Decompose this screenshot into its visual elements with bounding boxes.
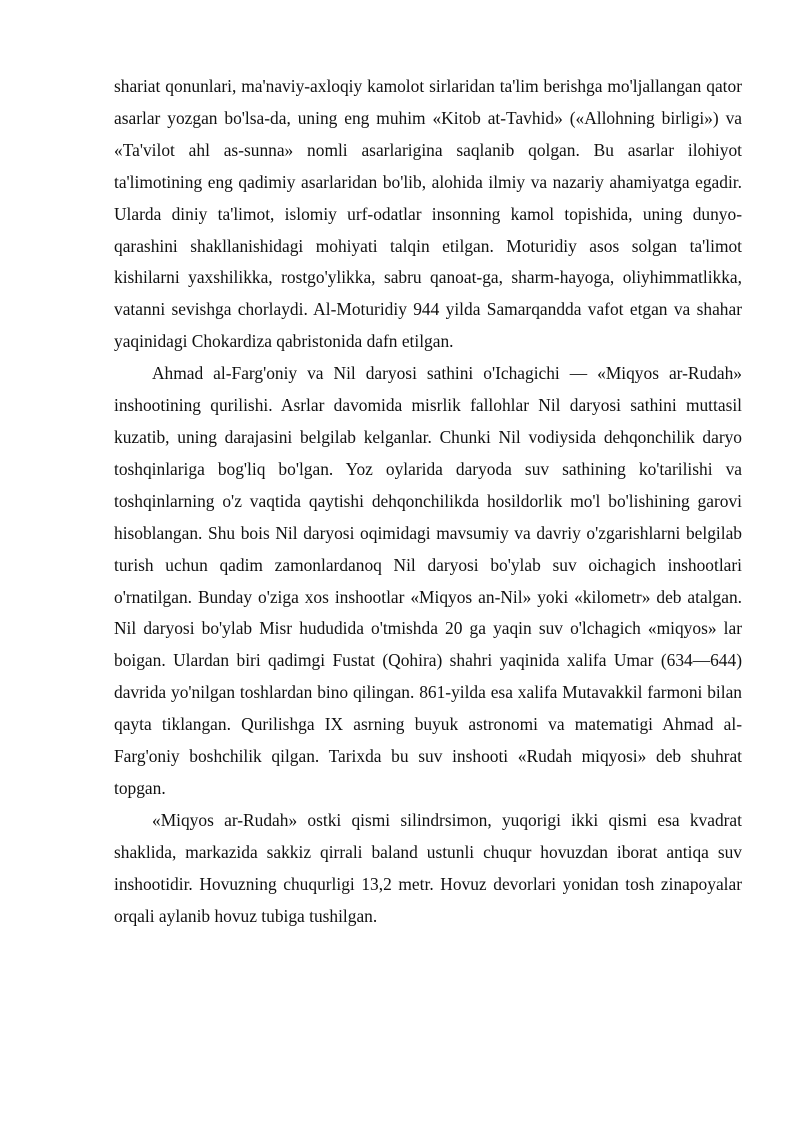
paragraph-miqyos-construction: Ahmad al-Farg'oniy va Nil daryosi sathini o'Ichagichi — «Miqyos ar-Rudah» inshootining qurilishi. Asrlar davomida misrlik fallohlar Nil daryosi sathini muttasil kuzatib, uning darajasini belgilab kelganlar. Chunki Nil vodiysida dehqonchilik daryo toshqinlariga bog'liq bo'lgan. Yoz oylarida daryoda suv sathining ko'tarilishi va toshqinlarning o'z vaqtida qaytishi dehqonchilikda hosildorlik mo'l bo'lishining garovi hisoblangan. Shu bois Nil daryosi oqimidagi mavsumiy va davriy o'zgarishlarni belgilab turish uchun qadim zamonlardanoq Nil daryosi bo'ylab suv oichagich inshootlari o'rnatilgan. Bunday o'ziga xos inshootlar «Miqyos an-Nil» yoki «kilometr» deb atalgan. Nil daryosi bo'ylab Misr hududida o'tmishda 20 ga yaqin suv o'lchagich «miqyos» lar boigan. Ulardan biri qadimgi Fustat (Qohira) shahri yaqinida xalifa Umar (634—644) davrida yo'nilgan toshlardan bino qilingan. 861-yilda esa xalifa Mutavakkil farmoni bilan qayta tiklangan. Qurilishga IX asrning buyuk astronomi va matematigi Ahmad al-Farg'oniy boshchilik qilgan. Tarixda bu suv inshooti «Rudah miqyosi» deb shuhrat topgan. — [114, 363, 742, 798]
paragraph-miqyos-structure: «Miqyos ar-Rudah» ostki qismi silindrsimon, yuqorigi ikki qismi esa kvadrat shaklida, markazida sakkiz qirrali baland ustunli chuqur hovuzdan iborat antiqa suv inshootidir. Hovuzning chuqurligi 13,2 metr. Hovuz devorlari yonidan tosh zinapoyalar orqali aylanib hovuz tubiga tushilgan. — [114, 809, 742, 926]
document-page — [114, 71, 742, 932]
paragraph-moturidiy-works: shariat qonunlari, ma'naviy-axloqiy kamolot sirlaridan ta'lim berishga mo'ljallangan qator asarlar yozgan bo'lsa-da, uning eng muhim «Kitob at-Tavhid» («Allohning birligi») va «Ta'vilot ahl as-sunna» nomli asarlarigina saqlanib qolgan. Bu asarlar ilohiyot ta'limotining eng qadimiy asarlaridan bo'lib, alohida ilmiy va nazariy ahamiyatga egadir. Ularda diniy ta'limot, islomiy urf-odatlar insonning kamol topishida, uning dunyo-qarashini shakllanishidagi mohiyati talqin etilgan. Moturidiy asos solgan ta'limot kishilarni yaxshilikka, rostgo'ylikka, sabru qanoat-ga, sharm-hayoga, oliyhimmatlikka, vatanni sevishga chorlaydi. Al-Moturidiy 944 yilda Samarqandda vafot etgan va shahar yaqinidagi Chokardiza qabristonida dafn etilgan. — [114, 76, 742, 352]
